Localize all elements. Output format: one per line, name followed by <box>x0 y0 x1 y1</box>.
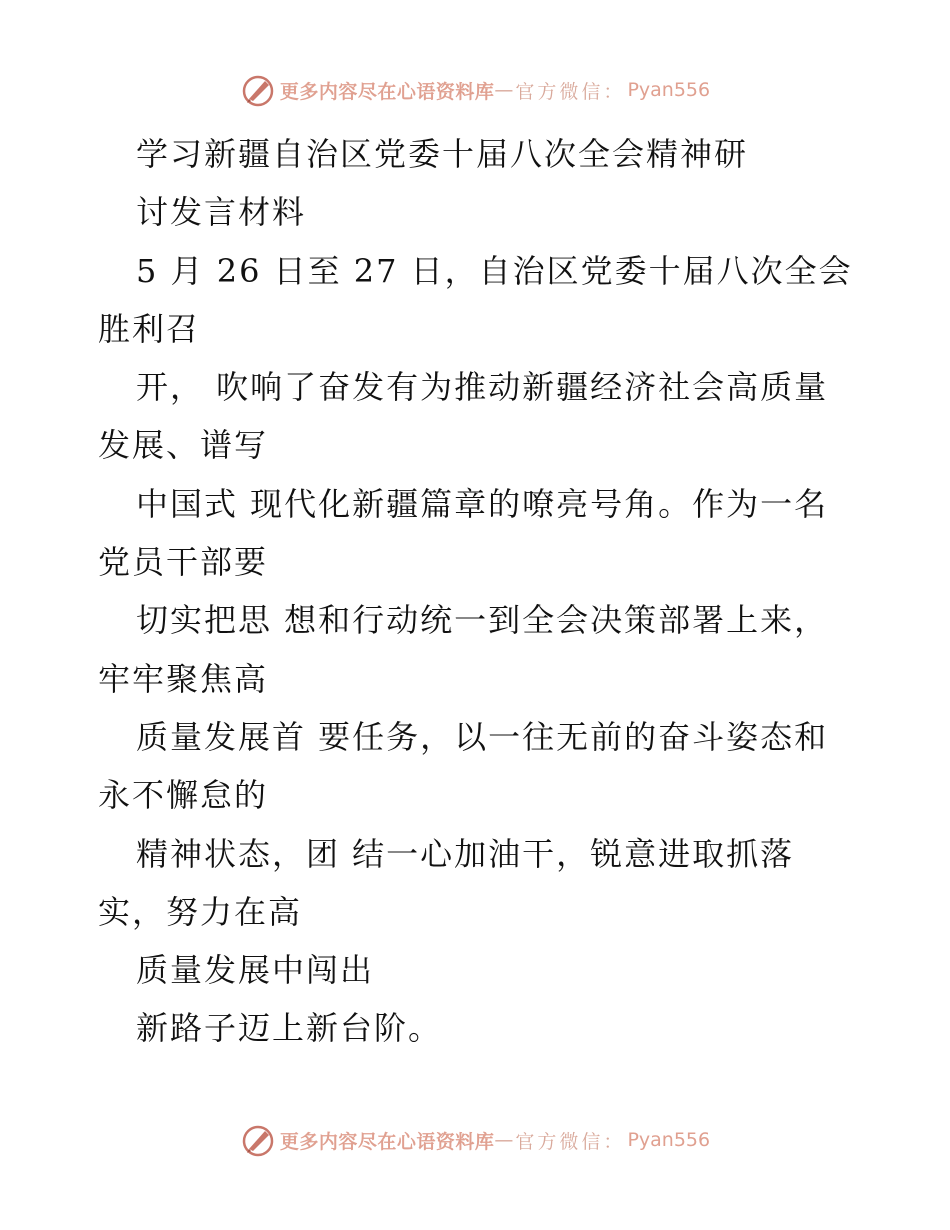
doc-paragraph-line: 中国式 现代化新疆篇章的嘹亮号角。作为一名 <box>136 484 829 523</box>
doc-paragraph-line: 切实把思 想和行动统一到全会决策部署上来， <box>136 601 829 640</box>
header-watermark <box>0 70 950 110</box>
doc-title-line: 学习新疆自治区党委十届八次全会精神研 <box>136 135 749 173</box>
footer-watermark <box>0 1120 950 1160</box>
doc-paragraph-line: 党员干部要 <box>98 543 269 582</box>
watermark-wechat-id: Pyan556 <box>627 1129 711 1151</box>
watermark-wechat-id: Pyan556 <box>627 79 711 101</box>
watermark-text: 更多内容尽在心语资料库 <box>279 1130 495 1153</box>
pen-logo-icon <box>240 1122 276 1158</box>
doc-paragraph-line: 质量发展首 要任务，以一往无前的奋斗姿态和 <box>136 717 829 756</box>
doc-paragraph-line: 实，努力在高 <box>98 892 303 931</box>
doc-paragraph-line: 新路子迈上新台阶。 <box>136 1009 443 1048</box>
doc-paragraph-line: 胜利召 <box>98 309 201 348</box>
doc-paragraph-line: 精神状态，团 结一心加油干，锐意进取抓落 <box>136 834 795 873</box>
pen-logo-icon <box>240 72 276 108</box>
doc-paragraph-line: 5 月 26 日至 27 日，自治区党委十届八次全会 <box>136 251 853 290</box>
doc-paragraph-line: 发展、谱写 <box>98 426 269 465</box>
doc-paragraph-line: 牢牢聚焦高 <box>98 659 269 698</box>
watermark-text: 更多内容尽在心语资料库 <box>279 80 495 103</box>
doc-title-line: 讨发言材料 <box>136 193 307 232</box>
doc-paragraph-line: 永不懈怠的 <box>98 776 269 815</box>
watermark-dash: — <box>494 79 514 101</box>
doc-paragraph-line: 质量发展中闯出 <box>136 951 375 990</box>
watermark-dash: — <box>494 1129 514 1151</box>
watermark-wechat-label: 官方微信： <box>515 1130 626 1153</box>
doc-paragraph-line: 开， 吹响了奋发有为推动新疆经济社会高质量 <box>136 368 829 407</box>
watermark-wechat-label: 官方微信： <box>515 80 626 103</box>
document-body <box>98 125 868 1058</box>
